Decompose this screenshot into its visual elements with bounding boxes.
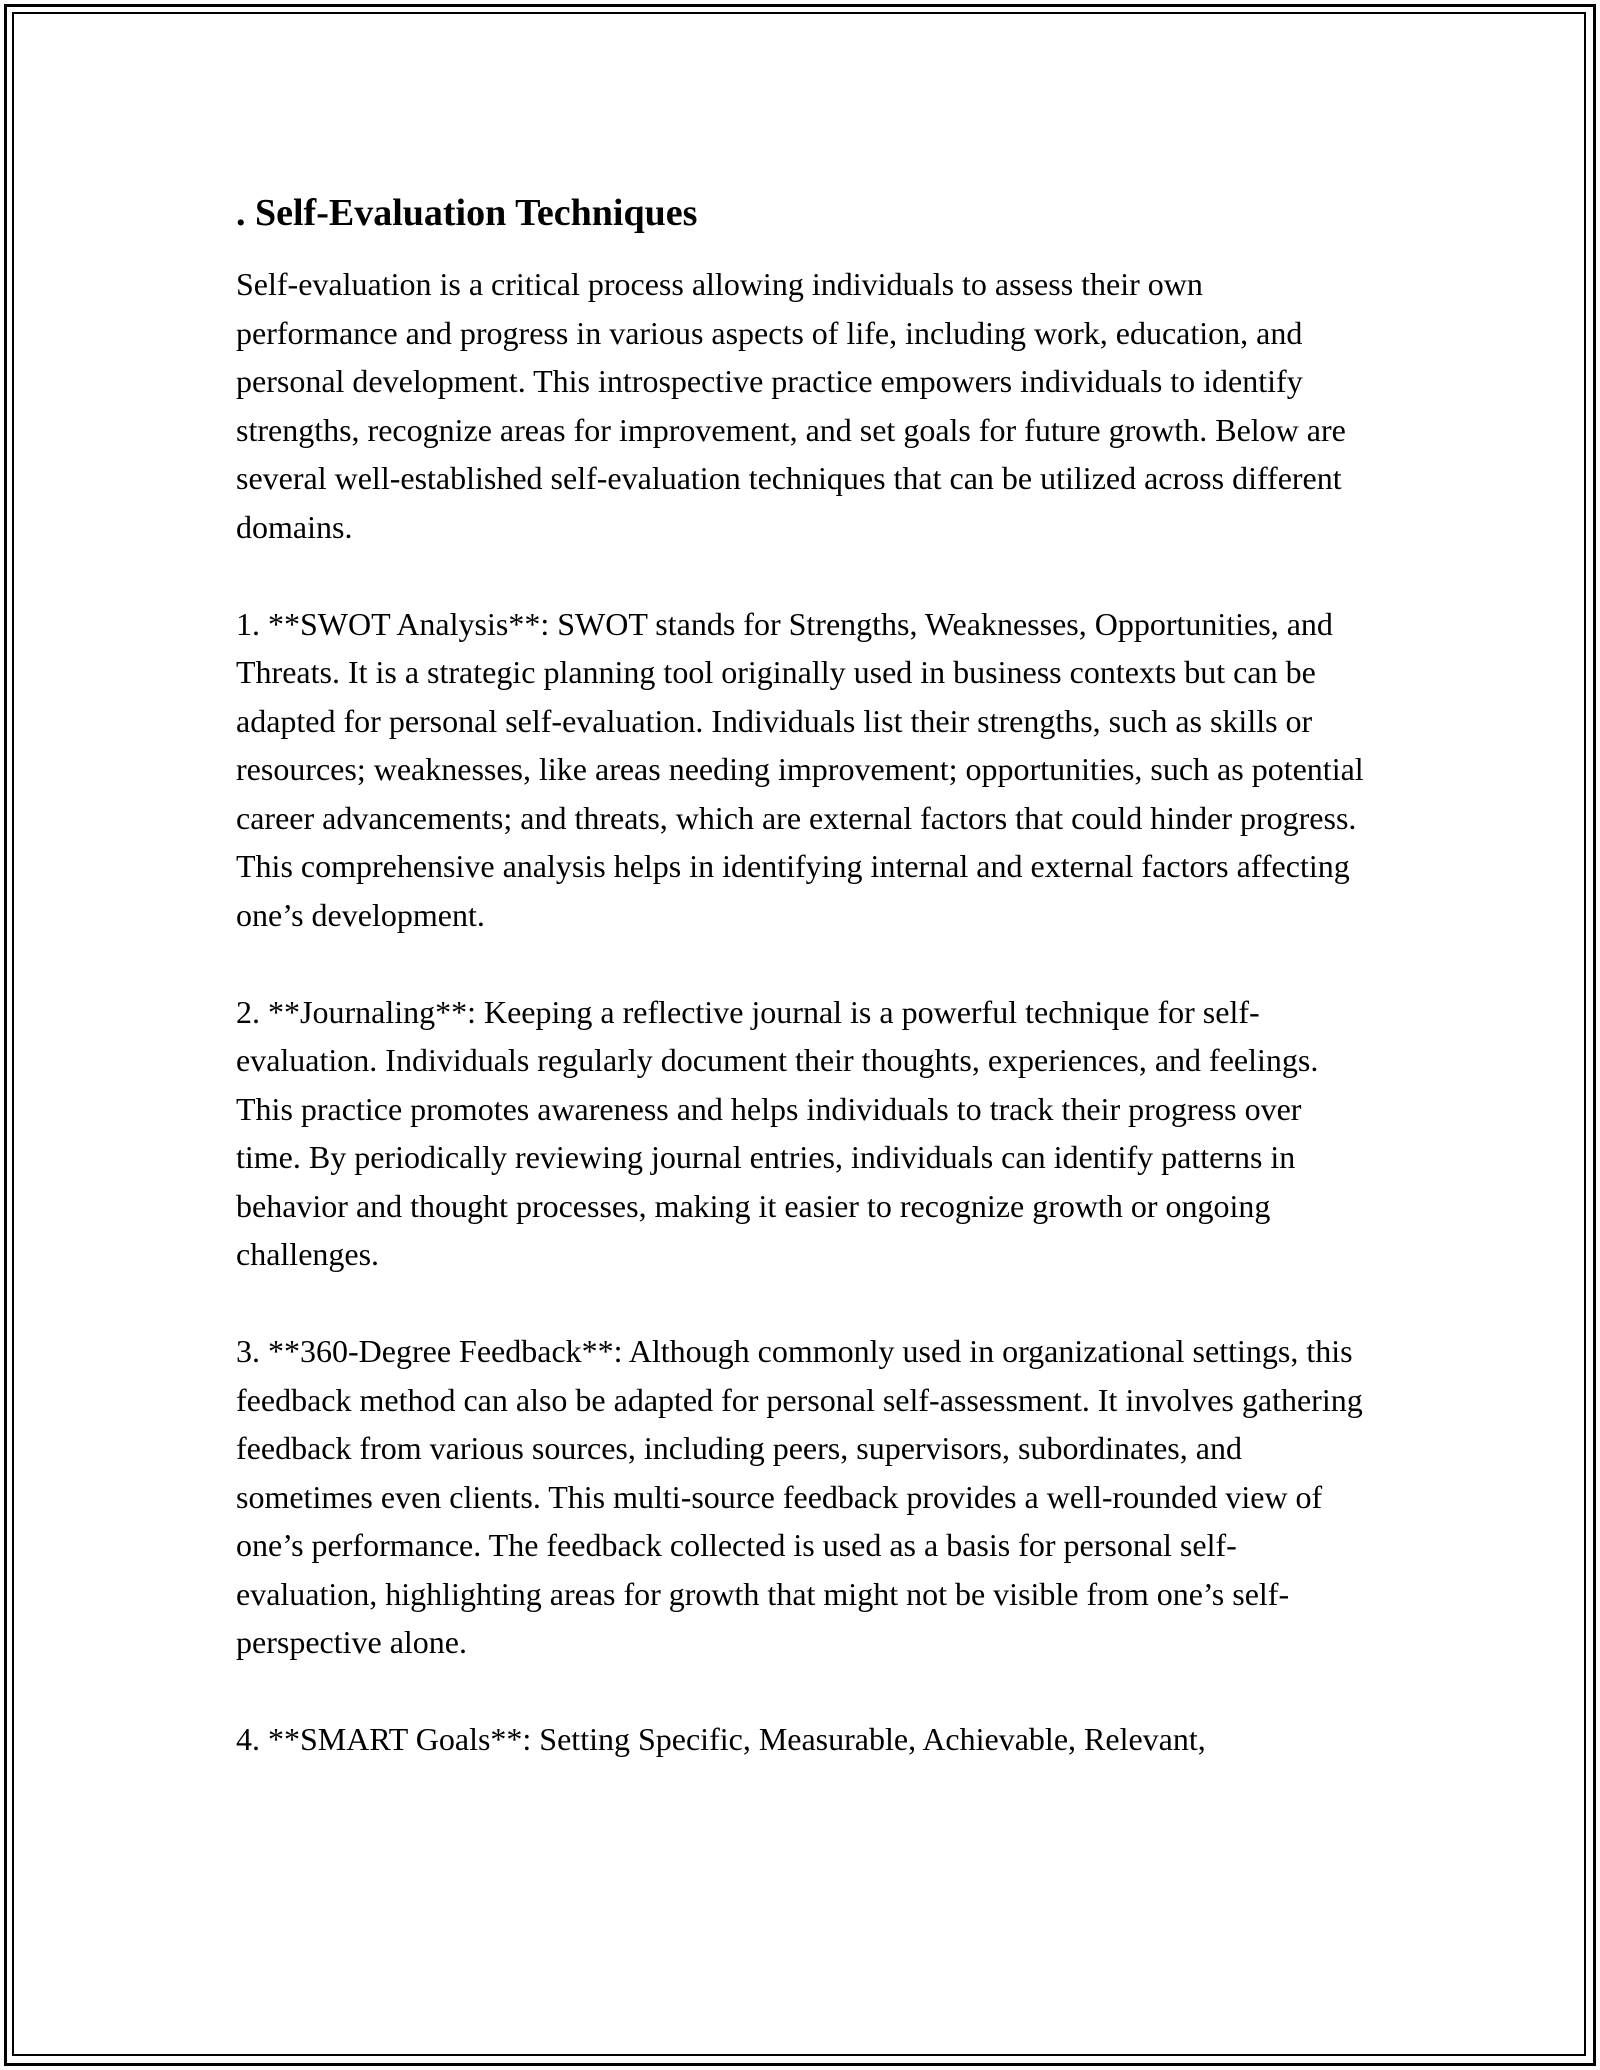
journaling-paragraph: 2. **Journaling**: Keeping a reflective journal is a powerful technique for self-evaluation. Individuals regularly document their thoughts, experiences, and feelings. This practice promotes awareness and helps individuals to track their progress over time. By periodically reviewing journal entries, individuals can identify patterns in behavior and thought processes, making it easier to recognize growth or ongoing challenges. xyxy=(236,993,1319,1272)
document-body xyxy=(236,188,1366,1812)
swot-analysis-paragraph: 1. **SWOT Analysis**: SWOT stands for Strengths, Weaknesses, Opportunities, and Threats. It is a strategic planning tool originally used in business contexts but can be adapted for personal self-evaluation. Individuals list their strengths, such as skills or resources; weaknesses, like areas needing improvement; opportunities, such as potential career advancements; and threats, which are external factors that could hinder progress. This comprehensive analysis helps in identifying internal and external factors affecting one’s development. xyxy=(236,605,1364,933)
section-heading: . Self-Evaluation Techniques xyxy=(236,192,698,234)
intro-paragraph: Self-evaluation is a critical process allowing individuals to assess their own performance and progress in various aspects of life, including work, education, and personal development. This introspective practice empowers individuals to identify strengths, recognize areas for improvement, and set goals for future growth. Below are several well-established self-evaluation techniques that can be utilized across different domains. xyxy=(236,266,1346,545)
smart-goals-paragraph: 4. **SMART Goals**: Setting Specific, Measurable, Achievable, Relevant, xyxy=(236,1721,1206,1757)
feedback-360-paragraph: 3. **360-Degree Feedback**: Although commonly used in organizational settings, this feedback method can also be adapted for personal self-assessment. It involves gathering feedback from various sources, including peers, supervisors, subordinates, and sometimes even clients. This multi-source feedback provides a well-rounded view of one’s performance. The feedback collected is used as a basis for personal self-evaluation, highlighting areas for growth that might not be visible from one’s self-perspective alone. xyxy=(236,1333,1363,1660)
